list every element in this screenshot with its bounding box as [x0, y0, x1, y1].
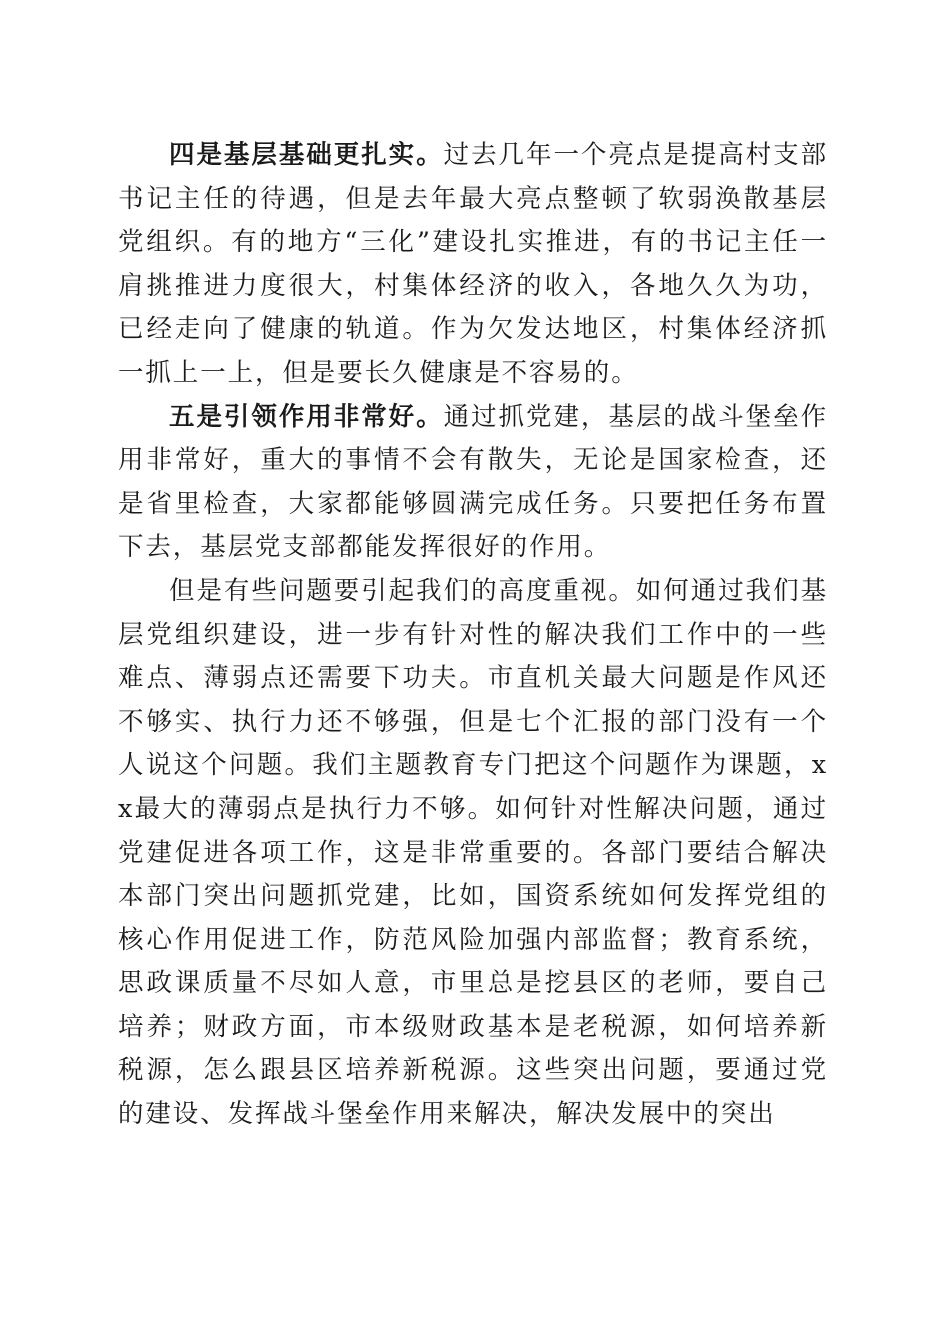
paragraph-problems — [118, 570, 828, 1137]
paragraph-text: 通过抓党建，基层的战斗堡垒作用非常好，重大的事情不会有散失，无论是国家检查，还是省里检查，大家都能够圆满完成任务。只要把任务布置下去，基层党支部都能发挥很好的作用。 — [118, 401, 828, 563]
paragraph-leading-role — [118, 396, 828, 570]
paragraph-lead-heading: 四是基层基础更扎实。 — [169, 140, 444, 170]
paragraph-lead-heading: 五是引领作用非常好。 — [169, 401, 444, 432]
paragraph-basic-level-foundation — [118, 134, 828, 396]
paragraph-text: 但是有些问题要引起我们的高度重视。如何通过我们基层党组织建设，进一步有针对性的解决我们工作中的一些难点、薄弱点还需要下功夫。市直机关最大问题是作风还不够实、执行力还不够强，但是七个汇报的部门没有一个人说这个问题。我们主题教育专门把这个问题作为课题，xx最大的薄弱点是执行力不够。如何针对性解决问题，通过党建促进各项工作，这是非常重要的。各部门要结合解决本部门突出问题抓党建，比如，国资系统如何发挥党组的核心作用促进工作，防范风险加强内部监督；教育系统，思政课质量不尽如人意，市里总是挖县区的老师，要自己培养；财政方面，市本级财政基本是老税源，如何培养新税源，怎么跟县区培养新税源。这些突出问题，要通过党的建设、发挥战斗堡垒作用来解决，解决发展中的突出 — [118, 575, 828, 1130]
document-body — [118, 134, 828, 1137]
paragraph-text: 过去几年一个亮点是提高村支部书记主任的待遇，但是去年最大亮点整顿了软弱涣散基层党组织。有的地方“三化”建设扎实推进，有的书记主任一肩挑推进力度很大，村集体经济的收入，各地久久为功，已经走向了健康的轨道。作为欠发达地区，村集体经济抓一抓上一上，但是要长久健康是不容易的。 — [118, 140, 828, 388]
